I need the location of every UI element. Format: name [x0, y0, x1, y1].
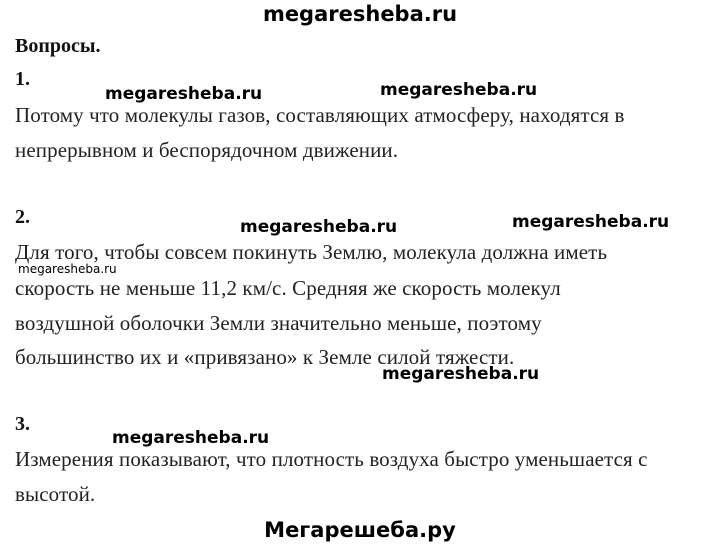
question-1-line-2: непрерывном и беспорядочном движении.: [15, 138, 399, 162]
watermark-small: megaresheba.ru: [18, 262, 117, 276]
watermark: megaresheba.ru: [380, 80, 538, 100]
question-3-line-2: высотой.: [15, 482, 96, 506]
question-1-number: 1.: [15, 68, 30, 90]
watermark: megaresheba.ru: [112, 428, 270, 448]
site-footer: Мегарешеба.ру: [264, 518, 456, 542]
watermark: megaresheba.ru: [382, 364, 540, 384]
question-1-line-1: Потому что молекулы газов, составляющих атмосферу, находятся в: [15, 103, 625, 127]
section-title: Вопросы.: [15, 35, 101, 57]
question-2-line-3: воздушной оболочки Земли значительно меньше, поэтому: [15, 311, 542, 335]
watermark: megaresheba.ru: [512, 212, 670, 232]
question-3-number: 3.: [15, 413, 30, 435]
question-2-number: 2.: [15, 206, 30, 228]
question-2-line-1: Для того, чтобы совсем покинуть Землю, молекула должна иметь: [15, 240, 608, 264]
question-2-line-4: большинство их и «привязано» к Земле силой тяжести.: [15, 345, 515, 369]
site-header: megaresheba.ru: [262, 2, 458, 26]
watermark: megaresheba.ru: [240, 217, 398, 237]
question-3-line-1: Измерения показывают, что плотность воздуха быстро уменьшается с: [15, 447, 648, 471]
watermark: megaresheba.ru: [105, 84, 263, 104]
question-2-line-2: скорость не меньше 11,2 км/с. Средняя же скорость молекул: [15, 276, 561, 300]
